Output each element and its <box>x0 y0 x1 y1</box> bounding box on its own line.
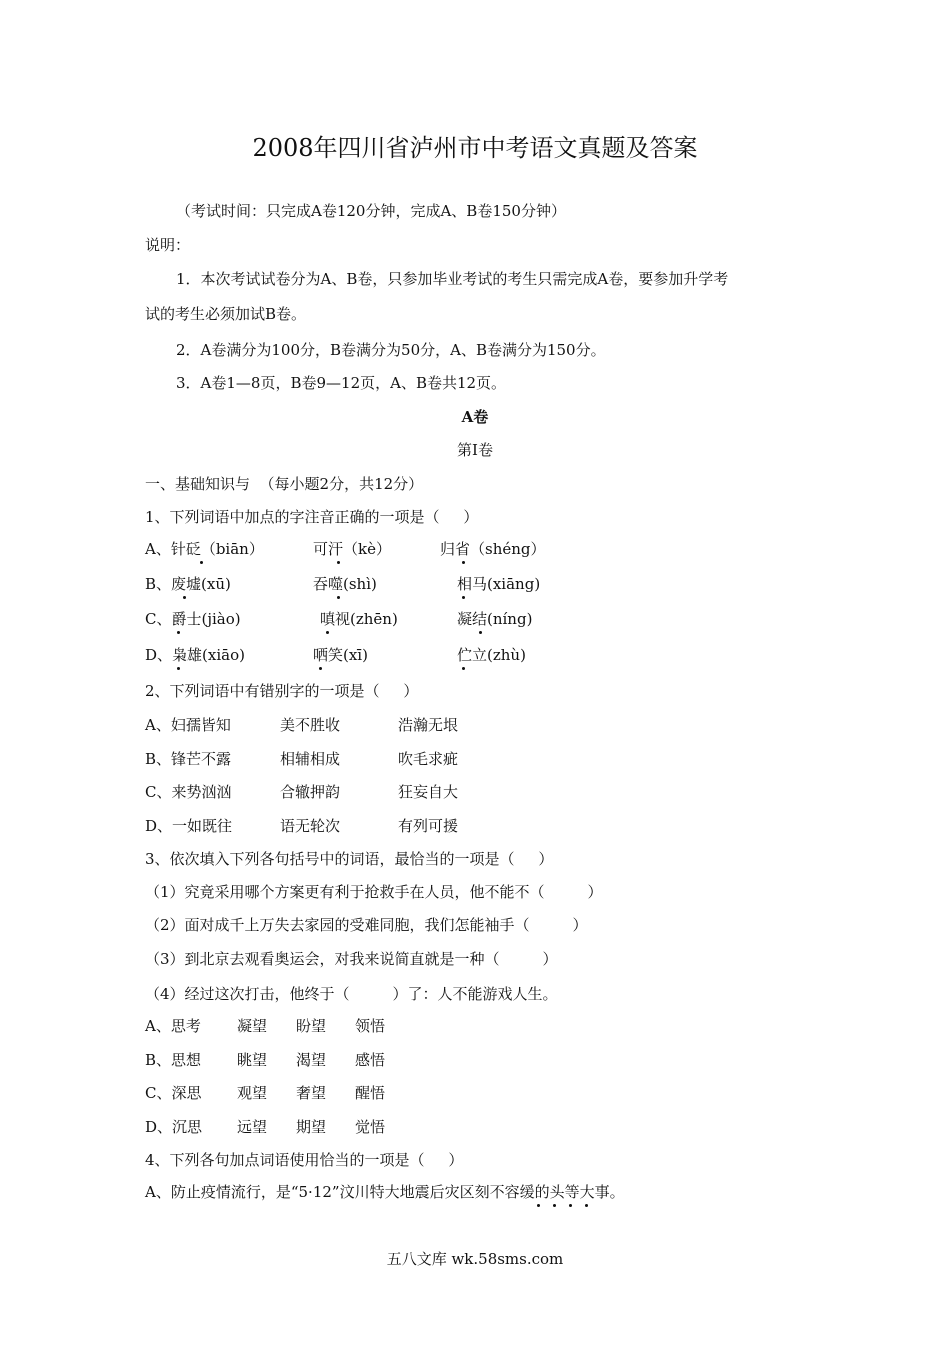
q3-option-d3: 期望 <box>296 1118 327 1136</box>
q4-stem: 4、下列各句加点词语使用恰当的一项是（ ） <box>145 1151 464 1169</box>
q2-option-c3: 狂妄自大 <box>398 783 459 801</box>
q3-sentence-3: （3）到北京去观看奥运会，对我来说简直就是一种（ ） <box>145 950 558 968</box>
emphasis-dot <box>479 631 482 634</box>
q1-option-a2: 可汗（kè） <box>313 540 391 558</box>
q1-option-c3: 凝结(níng) <box>457 610 533 628</box>
q4-option-a: A、防止疫情流行，是“5·12”汶川特大地震后灾区刻不容缓的头等大事。 <box>145 1183 625 1201</box>
q2-option-a2: 美不胜收 <box>280 716 341 734</box>
exam-time: （考试时间：只完成A卷120分钟，完成A、B卷150分钟） <box>176 202 566 220</box>
q3-option-d2: 远望 <box>237 1118 268 1136</box>
q2-stem: 2、下列词语中有错别字的一项是（ ） <box>145 682 419 700</box>
q3-option-d4: 觉悟 <box>355 1118 386 1136</box>
q1-option-b3: 相马(xiāng) <box>457 575 541 593</box>
q3-sentence-1: （1）究竟采用哪个方案更有利于抢救手在人员，他不能不（ ） <box>145 883 603 901</box>
emphasis-dot <box>585 1204 588 1207</box>
emphasis-dot <box>177 631 180 634</box>
q3-sentence-2: （2）面对成千上万失去家园的受难同胞，我们怎能袖手（ ） <box>145 916 588 934</box>
q2-option-d3: 有列可援 <box>398 817 459 835</box>
explain-label: 说明： <box>145 236 191 254</box>
q3-option-c4: 醒悟 <box>355 1084 386 1102</box>
q1-option-c2: 嗔视(zhēn) <box>320 610 398 628</box>
emphasis-dot <box>177 667 180 670</box>
q2-option-a1: A、妇孺皆知 <box>145 716 231 734</box>
note-1: 1．本次考试试卷分为A、B卷，只参加毕业考试的考生只需完成A卷，要参加升学考 <box>176 270 729 288</box>
volume-a-heading: A卷 <box>461 408 489 426</box>
q2-option-d1: D、一如既往 <box>145 817 233 835</box>
emphasis-dot <box>337 561 340 564</box>
emphasis-dot <box>326 631 329 634</box>
q1-option-c1: C、爵士(jiào) <box>145 610 241 628</box>
q3-option-c1: C、深思 <box>145 1084 202 1102</box>
note-2: 2．A卷满分为100分，B卷满分为50分，A、B卷满分为150分。 <box>176 341 606 359</box>
q3-option-a2: 凝望 <box>237 1017 268 1035</box>
section-1-heading: 一、基础知识与 （每小题2分，共12分） <box>145 475 424 493</box>
note-3: 3．A卷1—8页，B卷9—12页，A、B卷共12页。 <box>176 374 507 392</box>
emphasis-dot <box>553 1204 556 1207</box>
q3-option-a3: 盼望 <box>296 1017 327 1035</box>
q2-option-c1: C、来势汹汹 <box>145 783 232 801</box>
q1-option-b2: 吞噬(shì) <box>313 575 377 593</box>
q3-option-d1: D、沉思 <box>145 1118 203 1136</box>
q3-option-a4: 领悟 <box>355 1017 386 1035</box>
emphasis-dot <box>537 1204 540 1207</box>
q3-option-b4: 感悟 <box>355 1051 386 1069</box>
page-title: 2008年四川省泸州市中考语文真题及答案 <box>252 134 698 162</box>
q2-option-d2: 语无轮次 <box>280 817 341 835</box>
q3-sentence-4: （4）经过这次打击，他终于（ ）了：人不能游戏人生。 <box>145 985 558 1003</box>
q3-option-b1: B、思想 <box>145 1051 202 1069</box>
q3-option-b2: 眺望 <box>237 1051 268 1069</box>
q3-option-b3: 渴望 <box>296 1051 327 1069</box>
q2-option-c2: 合辙押韵 <box>280 783 341 801</box>
q1-option-a3: 归省（shéng） <box>440 540 546 558</box>
q1-option-a1: A、针砭（biān） <box>145 540 264 558</box>
q2-option-b3: 吹毛求疵 <box>398 750 459 768</box>
emphasis-dot <box>337 596 340 599</box>
emphasis-dot <box>183 596 186 599</box>
page-footer: 五八文库 wk.58sms.com <box>386 1250 564 1268</box>
emphasis-dot <box>462 667 465 670</box>
q2-option-b1: B、锋芒不露 <box>145 750 232 768</box>
q1-option-d3: 伫立(zhù) <box>457 646 526 664</box>
q2-option-a3: 浩瀚无垠 <box>398 716 459 734</box>
q1-option-b1: B、废墟(xū) <box>145 575 231 593</box>
q3-option-c2: 观望 <box>237 1084 268 1102</box>
note-1-cont: 试的考生必须加试B卷。 <box>145 305 307 323</box>
q2-option-b2: 相辅相成 <box>280 750 341 768</box>
emphasis-dot <box>569 1204 572 1207</box>
q1-option-d1: D、枭雄(xiāo) <box>145 646 245 664</box>
q3-stem: 3、依次填入下列各句括号中的词语，最恰当的一项是（ ） <box>145 850 554 868</box>
q1-stem: 1、下列词语中加点的字注音正确的一项是（ ） <box>145 508 479 526</box>
q3-option-c3: 奢望 <box>296 1084 327 1102</box>
q3-option-a1: A、思考 <box>145 1017 201 1035</box>
emphasis-dot <box>319 667 322 670</box>
emphasis-dot <box>462 561 465 564</box>
q1-option-d2: 哂笑(xī) <box>313 646 368 664</box>
volume-1-heading: 第Ⅰ卷 <box>457 441 493 459</box>
emphasis-dot <box>200 561 203 564</box>
emphasis-dot <box>462 596 465 599</box>
